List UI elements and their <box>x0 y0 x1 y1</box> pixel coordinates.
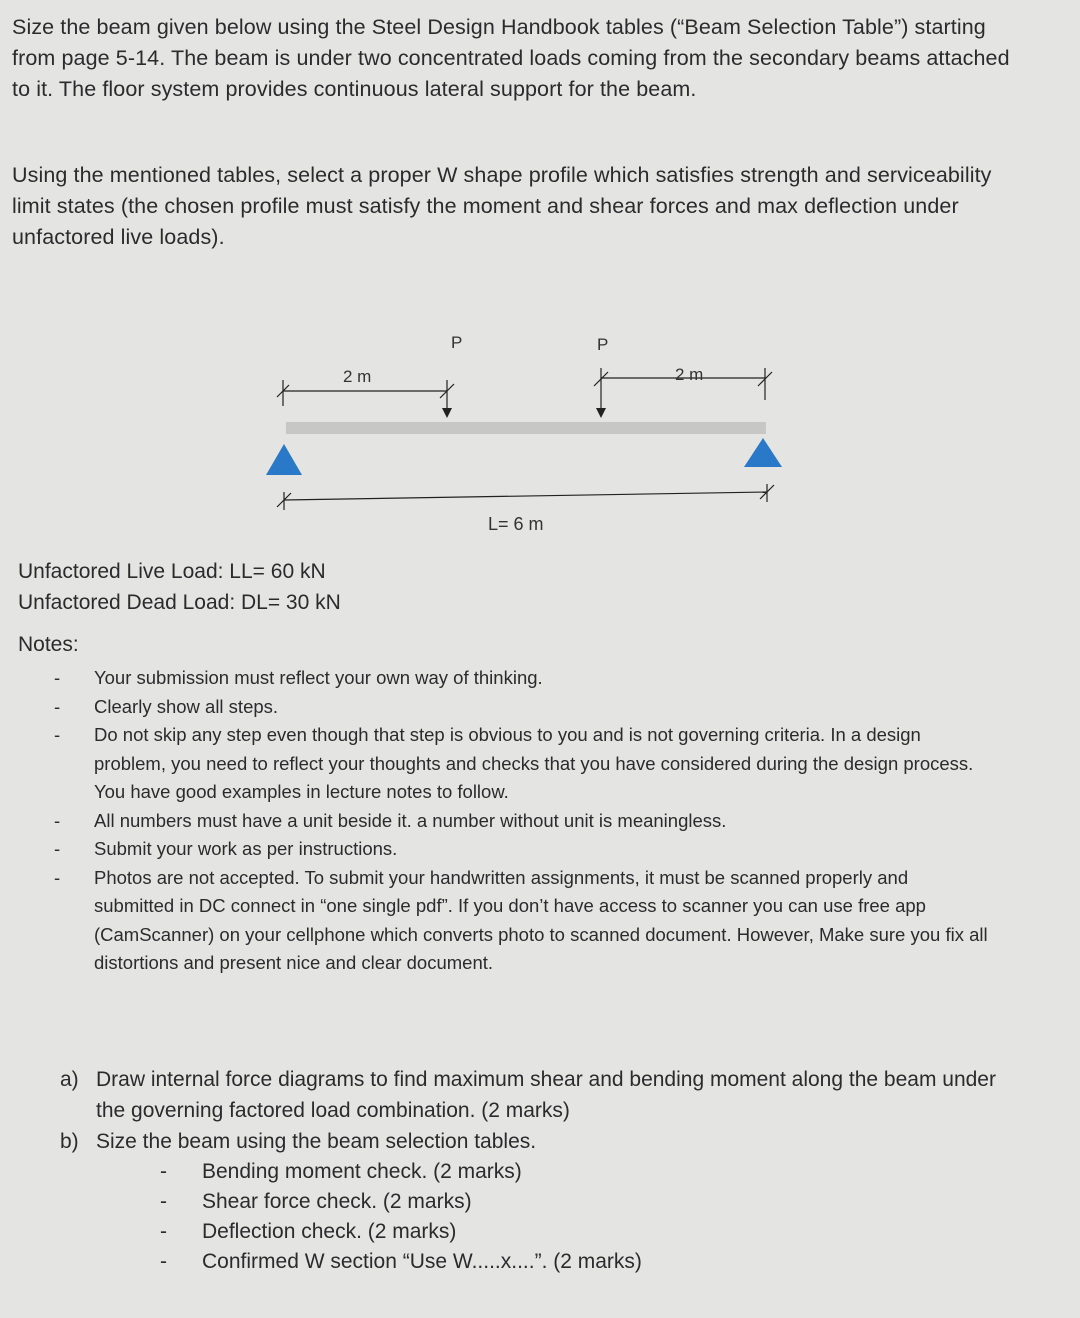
span-label: L= 6 m <box>488 514 544 534</box>
live-load-text: Unfactored Live Load: LL= 60 kN <box>18 560 326 583</box>
note-item: - All numbers must have a unit beside it. a number without unit is meaningless. <box>50 807 990 836</box>
dim-right-label: 2 m <box>675 365 704 384</box>
beam-diagram <box>0 320 1080 550</box>
question-a <box>60 1064 1020 1126</box>
load-left-label: P <box>451 333 463 352</box>
subitem: - Bending moment check. (2 marks) <box>160 1157 1020 1187</box>
beam <box>286 422 766 434</box>
note-item: - Submit your work as per instructions. <box>50 835 990 864</box>
dead-load-text: Unfactored Dead Load: DL= 30 kN <box>18 591 341 614</box>
intro-paragraph-1 <box>12 12 1012 105</box>
load-right-label: P <box>597 335 609 354</box>
question-b <box>60 1126 1020 1157</box>
question-b-text: Size the beam using the beam selection tables. <box>96 1130 537 1153</box>
left-support <box>266 444 302 475</box>
intro-paragraph-2 <box>12 160 1012 253</box>
subitem: - Shear force check. (2 marks) <box>160 1187 1020 1217</box>
notes-heading: Notes: <box>18 633 79 656</box>
note-item: - Clearly show all steps. <box>50 693 990 722</box>
load-right-arrow <box>596 408 606 418</box>
question-b-subitems <box>60 1157 1020 1277</box>
intro-text-2: Using the mentioned tables, select a proper W shape profile which satisfies strength and serviceability limit states (the chosen profile must satisfy the moment and shear forces and max deflection under unfactored live loads). <box>12 163 992 249</box>
dim-left-label: 2 m <box>343 367 372 386</box>
right-support <box>744 438 782 467</box>
subitem: - Deflection check. (2 marks) <box>160 1217 1020 1247</box>
question-a-text: Draw internal force diagrams to find maximum shear and bending moment along the beam under the governing factored load combination. (2 marks) <box>96 1068 996 1122</box>
notes-list <box>50 664 990 978</box>
question-b-label: b) <box>60 1130 79 1153</box>
load-left-arrow <box>442 408 452 418</box>
note-item: - Your submission must reflect your own way of thinking. <box>50 664 990 693</box>
span-dim-line <box>284 492 767 500</box>
intro-text-1: Size the beam given below using the Steel Design Handbook tables (“Beam Selection Table”) starting from page 5-14. The beam is under two concentrated loads coming from the secondary beams attached to it. The floor system provides continuous lateral support for the beam. <box>12 15 1010 101</box>
questions <box>60 1064 1020 1277</box>
note-item: - Photos are not accepted. To submit your handwritten assignments, it must be scanned properly and submitted in DC connect in “one single pdf”. If you don’t have access to scanner you can use free app (CamScanner) on your cellphone which converts photo to scanned document. However, Make sure you fix all distortions and present nice and clear document. <box>50 864 990 978</box>
note-item: - Do not skip any step even though that step is obvious to you and is not governing criteria. In a design problem, you need to reflect your thoughts and checks that you have considered during the design process. You have good examples in lecture notes to follow. <box>50 721 990 807</box>
subitem: - Confirmed W section “Use W.....x....”. (2 marks) <box>160 1247 1020 1277</box>
question-a-label: a) <box>60 1068 79 1091</box>
